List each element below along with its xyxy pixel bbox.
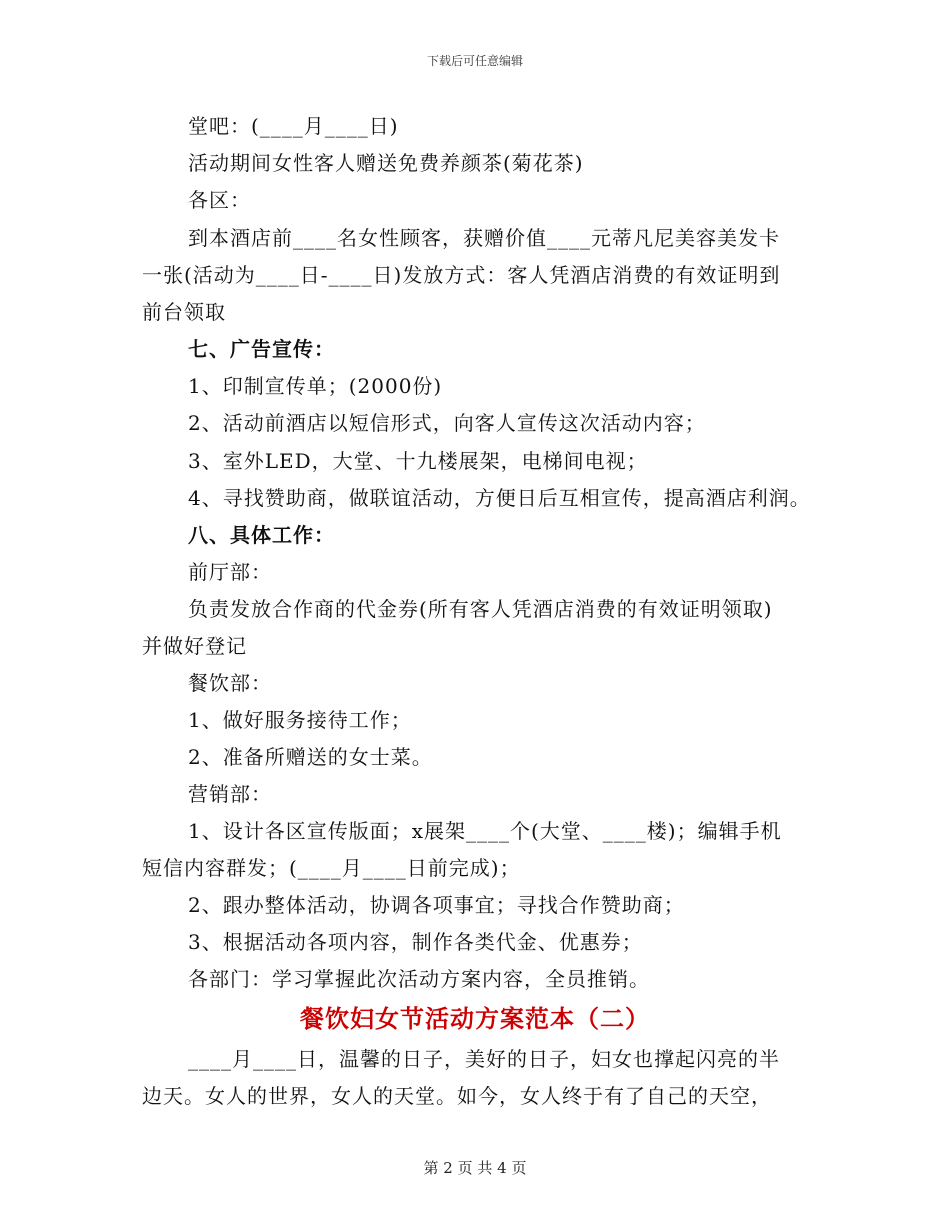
section-title: 餐饮妇女节活动方案范本（二） bbox=[300, 1004, 650, 1033]
paragraph-line: 各区： bbox=[188, 188, 251, 212]
section-heading: 八、具体工作： bbox=[188, 523, 335, 547]
list-item: 1、设计各区宣传版面；x展架____个(大堂、____楼)；编辑手机 bbox=[188, 819, 782, 843]
paragraph-line: 堂吧：(____月____日) bbox=[188, 114, 399, 138]
list-item: 2、活动前酒店以短信形式，向客人宣传这次活动内容； bbox=[188, 411, 706, 435]
paragraph-line: ____月____日，温馨的日子，美好的日子，妇女也撑起闪亮的半 bbox=[188, 1047, 780, 1071]
list-item: 2、跟办整体活动，协调各项事宜；寻找合作赞助商； bbox=[188, 893, 685, 917]
department-label: 营销部： bbox=[188, 782, 272, 806]
paragraph-line: 边天。女人的世界，女人的天堂。如今，女人终于有了自己的天空， bbox=[142, 1084, 772, 1108]
paragraph-line: 短信内容群发；(____月____日前完成)； bbox=[142, 856, 521, 880]
list-item: 1、印制宣传单；(2000份) bbox=[188, 374, 443, 398]
department-label: 前厅部： bbox=[188, 560, 272, 584]
paragraph-line: 活动期间女性客人赠送免费养颜茶(菊花茶) bbox=[188, 151, 584, 175]
paragraph-line: 各部门：学习掌握此次活动方案内容，全员推销。 bbox=[188, 967, 650, 991]
paragraph-line: 一张(活动为____日-____日)发放方式：客人凭酒店消费的有效证明到 bbox=[142, 263, 781, 287]
department-label: 餐饮部： bbox=[188, 671, 272, 695]
section-heading: 七、广告宣传： bbox=[188, 337, 335, 361]
page-header: 下载后可任意编辑 bbox=[426, 54, 523, 68]
list-item: 3、根据活动各项内容，制作各类代金、优惠券； bbox=[188, 930, 643, 954]
list-item: 1、做好服务接待工作； bbox=[188, 708, 412, 732]
paragraph-line: 前台领取 bbox=[142, 300, 226, 324]
page-footer: 第 2 页 共 4 页 bbox=[423, 1159, 527, 1177]
paragraph-line: 负责发放合作商的代金券(所有客人凭酒店消费的有效证明领取) bbox=[188, 597, 773, 621]
list-item: 3、室外LED，大堂、十九楼展架，电梯间电视； bbox=[188, 449, 648, 473]
paragraph-line: 到本酒店前____名女性顾客，获赠价值____元蒂凡尼美容美发卡 bbox=[188, 226, 780, 250]
list-item: 4、寻找赞助商，做联谊活动，方便日后互相宣传，提高酒店利润。 bbox=[188, 486, 811, 510]
paragraph-line: 并做好登记 bbox=[142, 634, 247, 658]
list-item: 2、准备所赠送的女士菜。 bbox=[188, 745, 433, 769]
